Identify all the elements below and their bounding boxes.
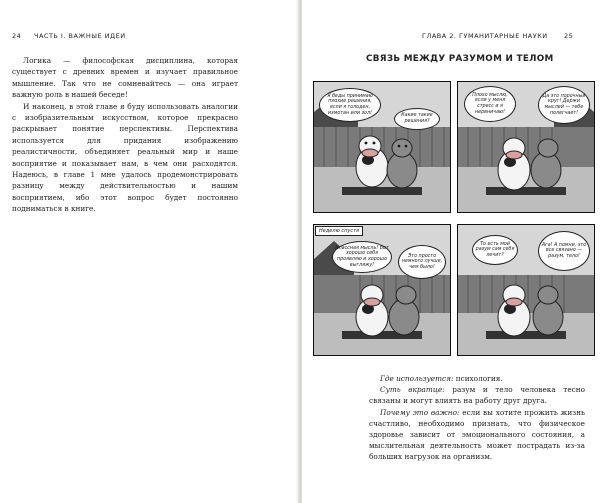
speech-bubble-dog: Это просто немного лучше, чем было! — [398, 245, 446, 279]
left-body-text — [12, 55, 238, 215]
speech-bubble-dog: Какие такие решения? — [394, 108, 440, 130]
note-label: Где используется: — [380, 374, 454, 383]
comic-panel-3 — [313, 224, 451, 356]
right-running-title: ГЛАВА 2. ГУМАНИТАРНЫЕ НАУКИ — [422, 32, 548, 40]
note-summary — [369, 384, 585, 406]
section-title: СВЯЗЬ МЕЖДУ РАЗУМОМ И ТЕЛОМ — [366, 54, 554, 64]
note-text: разум и тело человека тесно связаны и могут влиять на работу друг друга. — [369, 385, 585, 406]
comic-panel-1 — [313, 81, 451, 213]
note-text: если вы хотите прожить жизнь счастливо, необходимо признать, что физическое здоровье зависит от эмоционального состояния, а мыслительная деятельность может пострадать из-за больших нагрузок на организм. — [369, 407, 585, 462]
left-page — [0, 0, 298, 503]
right-page-number: 25 — [564, 32, 574, 40]
left-page-number: 24 — [12, 32, 22, 40]
speech-bubble-cow: Плохо мыслю, если у меня стресс и я нервничаю! — [464, 86, 516, 122]
note-why-important — [369, 407, 585, 463]
comic-panel-4 — [457, 224, 595, 356]
note-text: психология. — [453, 374, 503, 383]
right-page — [302, 0, 600, 503]
note-label: Суть вкратце: — [380, 385, 445, 395]
comic-panel-2 — [457, 81, 595, 213]
speech-bubble-dog: Ага! А помни, это все связано — разум, тело! — [538, 231, 590, 271]
panel-caption: Неделю спустя — [315, 226, 363, 236]
definition-notes — [369, 373, 585, 463]
speech-bubble-dog: Да это порочный круг! Держи мыслей — тебе полегчает! — [538, 86, 590, 124]
paragraph: И наконец, в этой главе я буду использовать аналогии с изобразительным искусством, которое прекрасно раскрывает понятие перспективы. Перспектива используется для придания изображению реалистичности, объединяет реальный мир и наше восприятие и показывает нам, в чем они расходятся. Надеюсь, в главе 1 мне удалось продемонстрировать разницу между действительностью и нашим восприятием, ибо этот вопрос будет постоянно подниматься в книге. — [12, 101, 238, 214]
speech-bubble-cow: Классная мысль! Вот хорошо себя проявляю и хорошо выгляжу! — [332, 241, 392, 273]
note-label: Почему это важно: — [380, 407, 460, 417]
speech-bubble-cow: То есть мой разум сам себя лечит? — [472, 235, 518, 265]
speech-bubble-cow: Я беды принимаю плохие решения, если я голоден, измотан или зол! — [319, 88, 381, 122]
left-running-title: ЧАСТЬ I. ВАЖНЫЕ ИДЕИ — [34, 32, 126, 40]
note-where-used — [369, 373, 585, 384]
paragraph: Логика — философская дисциплина, которая существует с древних времен и изучает правильное мышление. Так что не сомневайтесь — она играет важную роль в нашей беседе! — [12, 56, 238, 100]
